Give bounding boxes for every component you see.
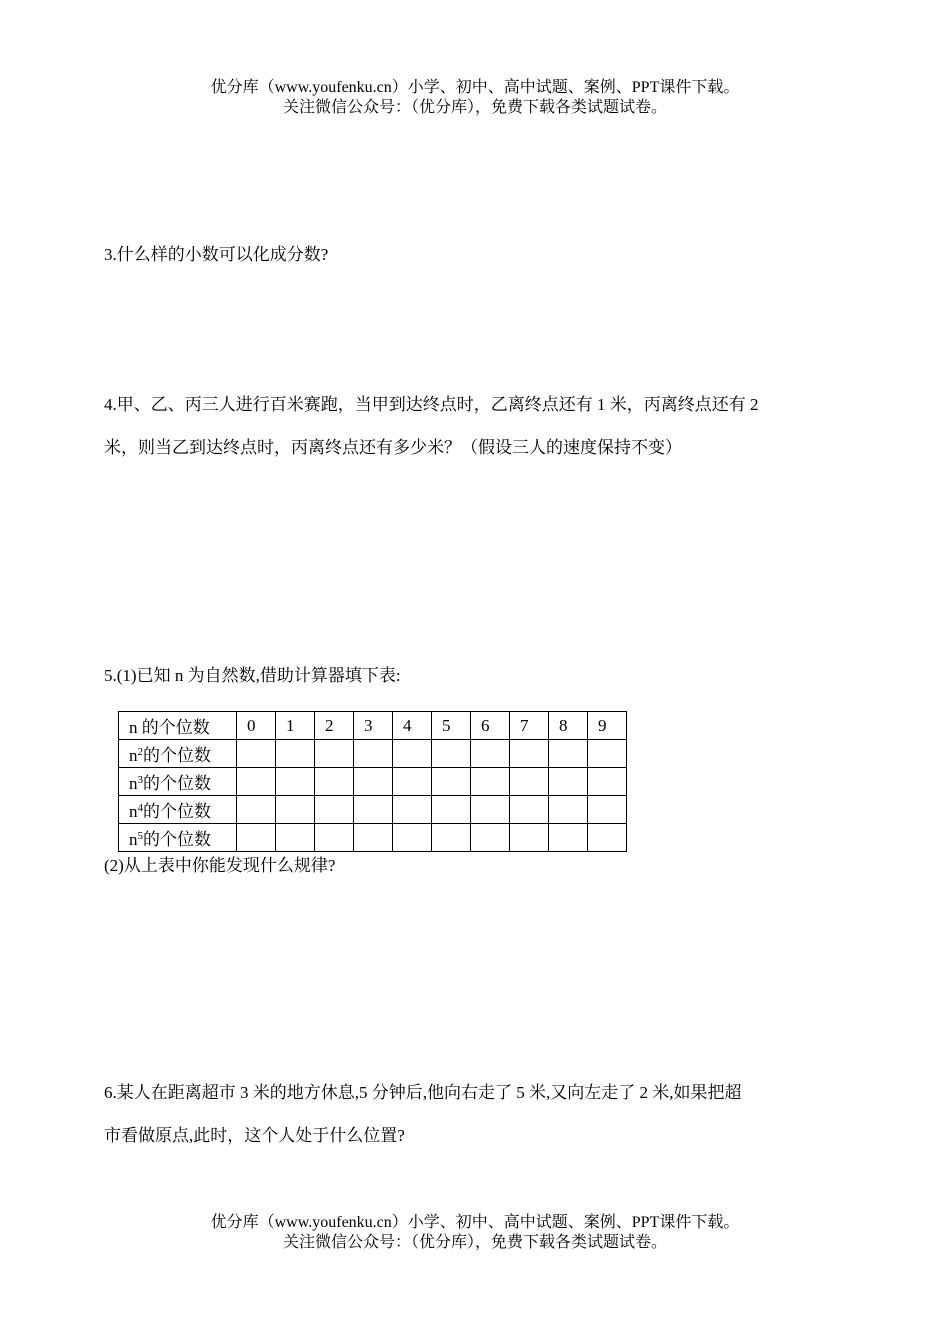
answer-cell[interactable]	[471, 740, 510, 768]
answer-cell[interactable]	[510, 768, 549, 796]
answer-cell[interactable]	[276, 740, 315, 768]
digit-cell: 7	[510, 712, 549, 740]
answer-cell[interactable]	[276, 796, 315, 824]
answer-cell[interactable]	[393, 740, 432, 768]
digit-cell: 3	[354, 712, 393, 740]
question-6-line-2: 市看做原点,此时，这个人处于什么位置?	[104, 1126, 405, 1145]
answer-cell[interactable]	[588, 768, 627, 796]
digit-cell: 5	[432, 712, 471, 740]
answer-cell[interactable]	[276, 824, 315, 852]
header-line-1: 优分库（www.youfenku.cn）小学、初中、高中试题、案例、PPT课件下载。	[210, 79, 740, 96]
answer-cell[interactable]	[549, 824, 588, 852]
row-label-base: n	[129, 830, 138, 849]
digit-cell: 8	[549, 712, 588, 740]
answer-cell[interactable]	[393, 768, 432, 796]
digit-cell: 2	[315, 712, 354, 740]
row-label-exponent: 2	[137, 746, 143, 758]
answer-cell[interactable]	[354, 740, 393, 768]
page-footer	[0, 1213, 950, 1253]
answer-cell[interactable]	[432, 768, 471, 796]
row-label-exponent: 4	[137, 802, 143, 814]
table-row	[119, 768, 627, 796]
digit-cell: 4	[393, 712, 432, 740]
digit-cell: 0	[237, 712, 276, 740]
digit-cell: 6	[471, 712, 510, 740]
row-label	[119, 796, 237, 824]
row-label-exponent: 5	[137, 830, 143, 842]
answer-cell[interactable]	[237, 740, 276, 768]
answer-cell[interactable]	[510, 824, 549, 852]
answer-cell[interactable]	[237, 824, 276, 852]
answer-cell[interactable]	[354, 796, 393, 824]
table-row	[119, 824, 627, 852]
question-3: 3.什么样的小数可以化成分数?	[104, 245, 329, 264]
answer-cell[interactable]	[237, 768, 276, 796]
question-4-line-2: 米，则当乙到达终点时，丙离终点还有多少米？（假设三人的速度保持不变）	[104, 438, 682, 457]
answer-cell[interactable]	[510, 796, 549, 824]
row-label-suffix: 的个位数	[143, 746, 211, 765]
answer-cell[interactable]	[471, 824, 510, 852]
answer-cell[interactable]	[315, 824, 354, 852]
row-label-base: n	[129, 774, 138, 793]
answer-cell[interactable]	[393, 796, 432, 824]
table-header-row	[119, 712, 627, 740]
answer-cell[interactable]	[432, 740, 471, 768]
row-label	[119, 768, 237, 796]
table-row	[119, 796, 627, 824]
answer-cell[interactable]	[588, 740, 627, 768]
answer-cell[interactable]	[588, 824, 627, 852]
answer-cell[interactable]	[276, 768, 315, 796]
answer-cell[interactable]	[432, 824, 471, 852]
answer-cell[interactable]	[432, 796, 471, 824]
digit-table	[118, 711, 627, 852]
row-label-base: n	[129, 746, 138, 765]
question-5-part-1: 5.(1)已知 n 为自然数,借助计算器填下表:	[104, 666, 401, 685]
answer-cell[interactable]	[549, 796, 588, 824]
question-6-line-1: 6.某人在距离超市 3 米的地方休息,5 分钟后,他向右走了 5 米,又向左走了 2 米,如果把超	[104, 1083, 742, 1102]
answer-cell[interactable]	[354, 768, 393, 796]
row-label	[119, 740, 237, 768]
answer-cell[interactable]	[315, 796, 354, 824]
row-label-suffix: 的个位数	[143, 774, 211, 793]
question-5-part-2: (2)从上表中你能发现什么规律?	[104, 856, 336, 875]
answer-cell[interactable]	[393, 824, 432, 852]
table-header-label: n 的个位数	[119, 712, 237, 740]
digit-cell: 1	[276, 712, 315, 740]
answer-cell[interactable]	[549, 768, 588, 796]
answer-cell[interactable]	[354, 824, 393, 852]
question-4-line-1: 4.甲、乙、丙三人进行百米赛跑，当甲到达终点时，乙离终点还有 1 米，丙离终点还有 2	[104, 395, 759, 414]
answer-cell[interactable]	[315, 768, 354, 796]
answer-cell[interactable]	[588, 796, 627, 824]
row-label	[119, 824, 237, 852]
answer-cell[interactable]	[471, 768, 510, 796]
row-label-suffix: 的个位数	[143, 830, 211, 849]
digit-cell: 9	[588, 712, 627, 740]
row-label-base: n	[129, 802, 138, 821]
table-row	[119, 740, 627, 768]
answer-cell[interactable]	[237, 796, 276, 824]
answer-cell[interactable]	[471, 796, 510, 824]
page-header	[0, 78, 950, 118]
footer-line-1: 优分库（www.youfenku.cn）小学、初中、高中试题、案例、PPT课件下载。	[210, 1214, 740, 1231]
answer-cell[interactable]	[510, 740, 549, 768]
row-label-suffix: 的个位数	[143, 802, 211, 821]
answer-cell[interactable]	[549, 740, 588, 768]
header-line-2: 关注微信公众号：（优分库），免费下载各类试题试卷。	[282, 99, 667, 116]
row-label-exponent: 3	[137, 774, 143, 786]
answer-cell[interactable]	[315, 740, 354, 768]
footer-line-2: 关注微信公众号：（优分库），免费下载各类试题试卷。	[282, 1234, 667, 1251]
